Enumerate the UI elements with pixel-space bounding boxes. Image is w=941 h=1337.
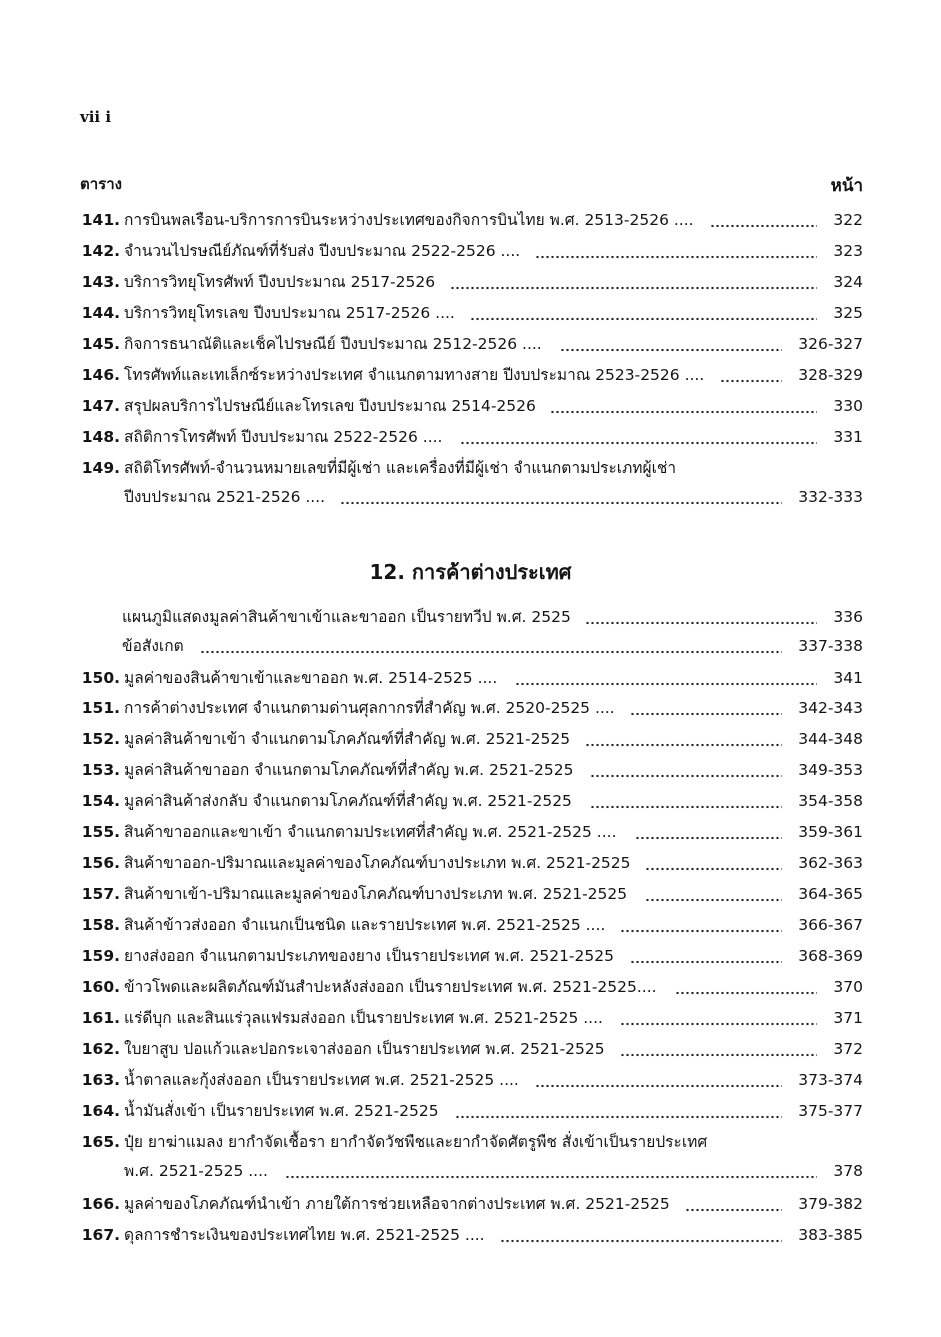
entry-title: สรุปผลบริการไปรษณีย์และโทรเลข ปีงบประมาณ 2514-2526 <box>124 397 536 415</box>
entry-number: 159. <box>81 947 120 965</box>
entry-page: 366-367 <box>798 916 863 934</box>
entry-number: 166. <box>81 1195 120 1213</box>
toc-entry <box>0 1225 941 1245</box>
dot-leader <box>620 915 782 935</box>
entry-number: 154. <box>81 792 120 810</box>
dot-leader <box>560 334 782 354</box>
entry-page: 354-358 <box>798 792 863 810</box>
dot-leader <box>645 884 782 904</box>
entry-title: มูลค่าของโภคภัณฑ์นำเข้า ภายใต้การช่วยเหลือจากต่างประเทศ พ.ศ. 2521-2525 <box>124 1195 670 1213</box>
dot-leader <box>535 241 817 261</box>
entry-page: 359-361 <box>798 823 863 841</box>
toc-entry <box>0 636 941 656</box>
entry-title: น้ำมันสั่งเข้า เป็นรายประเทศ พ.ศ. 2521-2525 <box>124 1102 439 1120</box>
entry-title: ใบยาสูบ ปอแก้วและปอกระเจาส่งออก เป็นรายประเทศ พ.ศ. 2521-2525 <box>124 1040 605 1058</box>
entry-title: มูลค่าสินค้าขาเข้า จำแนกตามโภคภัณฑ์ที่สำคัญ พ.ศ. 2521-2525 <box>124 730 571 748</box>
dot-leader <box>590 791 782 811</box>
entry-number: 155. <box>81 823 120 841</box>
entry-number: 146. <box>81 366 120 384</box>
entry-page: 371 <box>833 1009 863 1027</box>
toc-entry <box>0 365 941 385</box>
entry-page: 368-369 <box>798 947 863 965</box>
entry-number: 160. <box>81 978 120 996</box>
toc-entry <box>0 1039 941 1059</box>
entry-title-continued: พ.ศ. 2521-2525 .... <box>124 1162 268 1180</box>
dot-leader <box>585 729 782 749</box>
dot-leader <box>460 427 817 447</box>
dot-leader <box>720 365 782 385</box>
toc-entry <box>0 977 941 997</box>
entry-title: สินค้าขาเข้า-ปริมาณและมูลค่าของโภคภัณฑ์บางประเภท พ.ศ. 2521-2525 <box>124 885 628 903</box>
entry-page: 325 <box>833 304 863 322</box>
entry-number: 149. <box>81 459 120 477</box>
toc-entry <box>0 1101 941 1121</box>
toc-entry <box>0 427 941 447</box>
toc-entry <box>0 1070 941 1090</box>
dot-leader <box>620 1039 817 1059</box>
entry-page: 324 <box>833 273 863 291</box>
entry-title: สินค้าข้าวส่งออก จำแนกเป็นชนิด และรายประเทศ พ.ศ. 2521-2525 .... <box>124 916 606 934</box>
toc-entry <box>0 210 941 230</box>
toc-entry <box>0 1008 941 1028</box>
entry-title: ยางส่งออก จำแนกตามประเภทของยาง เป็นรายประเทศ พ.ศ. 2521-2525 <box>124 947 614 965</box>
entry-page: 375-377 <box>798 1102 863 1120</box>
entry-page: 332-333 <box>798 488 863 506</box>
dot-leader <box>590 760 782 780</box>
dot-leader <box>645 853 782 873</box>
entry-number: 153. <box>81 761 120 779</box>
dot-leader <box>500 1225 782 1245</box>
entry-number: 143. <box>81 273 120 291</box>
entry-title: จำนวนไปรษณีย์ภัณฑ์ที่รับส่ง ปีงบประมาณ 2522-2526 .... <box>124 242 521 260</box>
entry-title: มูลค่าของสินค้าขาเข้าและขาออก พ.ศ. 2514-2525 .... <box>124 669 498 687</box>
entry-title: แร่ดีบุก และสินแร่วุลแฟรมส่งออก เป็นรายประเทศ พ.ศ. 2521-2525 .... <box>124 1009 603 1027</box>
entry-title: มูลค่าสินค้าขาออก จำแนกตามโภคภัณฑ์ที่สำคัญ พ.ศ. 2521-2525 <box>124 761 574 779</box>
dot-leader <box>710 210 817 230</box>
toc-entry <box>0 760 941 780</box>
entry-number: 144. <box>81 304 120 322</box>
toc-entry <box>0 459 941 507</box>
dot-leader <box>535 1070 782 1090</box>
entry-number: 158. <box>81 916 120 934</box>
entry-page: 349-353 <box>798 761 863 779</box>
entry-number: 156. <box>81 854 120 872</box>
dot-leader <box>585 607 817 627</box>
entry-page: 364-365 <box>798 885 863 903</box>
entry-title: บริการวิทยุโทรเลข ปีงบประมาณ 2517-2526 .... <box>124 304 455 322</box>
entry-title: ข้อสังเกต <box>122 637 184 655</box>
dot-leader <box>635 822 782 842</box>
entry-number: 157. <box>81 885 120 903</box>
toc-entry <box>0 1194 941 1214</box>
toc-entry <box>0 241 941 261</box>
entry-page: 341 <box>833 669 863 687</box>
toc-entry <box>0 884 941 904</box>
entry-title: โทรศัพท์และเทเล็กซ์ระหว่างประเทศ จำแนกตามทางสาย ปีงบประมาณ 2523-2526 .... <box>124 366 705 384</box>
toc-entry <box>0 334 941 354</box>
toc-entry <box>0 1133 941 1181</box>
entry-number: 145. <box>81 335 120 353</box>
dot-leader <box>200 636 782 656</box>
dot-leader <box>340 487 782 507</box>
toc-entry <box>0 272 941 292</box>
page-number: vii i <box>80 108 112 126</box>
dot-leader <box>515 668 817 688</box>
dot-leader <box>630 698 782 718</box>
toc-entry <box>0 791 941 811</box>
entry-number: 147. <box>81 397 120 415</box>
entry-title: บริการวิทยุโทรศัพท์ ปีงบประมาณ 2517-2526 <box>124 273 436 291</box>
entry-page: 372 <box>833 1040 863 1058</box>
dot-leader <box>455 1101 782 1121</box>
entry-page: 362-363 <box>798 854 863 872</box>
entry-number: 167. <box>81 1226 120 1244</box>
dot-leader <box>285 1161 817 1181</box>
entry-page: 337-338 <box>798 637 863 655</box>
entry-title: ดุลการชำระเงินของประเทศไทย พ.ศ. 2521-2525 .... <box>124 1226 485 1244</box>
entry-page: 330 <box>833 397 863 415</box>
entry-number: 151. <box>81 699 120 717</box>
entry-title: แผนภูมิแสดงมูลค่าสินค้าขาเข้าและขาออก เป็นรายทวีป พ.ศ. 2525 <box>122 608 571 626</box>
entry-page: 336 <box>833 608 863 626</box>
entry-title: สินค้าขาออก-ปริมาณและมูลค่าของโภคภัณฑ์บางประเภท พ.ศ. 2521-2525 <box>124 854 631 872</box>
entry-title: สถิติโทรศัพท์-จำนวนหมายเลขที่มีผู้เช่า และเครื่องที่มีผู้เช่า จำแนกตามประเภทผู้เช่า <box>124 459 677 477</box>
entry-number: 161. <box>81 1009 120 1027</box>
entry-page: 378 <box>833 1162 863 1180</box>
entry-number: 148. <box>81 428 120 446</box>
toc-entry <box>0 946 941 966</box>
column-header-page: หน้า <box>830 176 863 196</box>
entry-title: น้ำตาลและกุ้งส่งออก เป็นรายประเทศ พ.ศ. 2521-2525 .... <box>124 1071 519 1089</box>
entry-page: 322 <box>833 211 863 229</box>
entry-title: มูลค่าสินค้าส่งกลับ จำแนกตามโภคภัณฑ์ที่สำคัญ พ.ศ. 2521-2525 <box>124 792 572 810</box>
entry-number: 163. <box>81 1071 120 1089</box>
entry-number: 141. <box>81 211 120 229</box>
entry-number: 164. <box>81 1102 120 1120</box>
dot-leader <box>550 396 817 416</box>
dot-leader <box>620 1008 817 1028</box>
dot-leader <box>685 1194 782 1214</box>
entry-title: การบินพลเรือน-บริการการบินระหว่างประเทศของกิจการบินไทย พ.ศ. 2513-2526 .... <box>124 211 694 229</box>
entry-title: ปุ๋ย ยาฆ่าแมลง ยากำจัดเชื้อรา ยากำจัดวัชพืชและยากำจัดศัตรูพืช สั่งเข้าเป็นรายประเทศ <box>124 1133 708 1151</box>
toc-entry <box>0 915 941 935</box>
toc-entry <box>0 668 941 688</box>
dot-leader <box>630 946 782 966</box>
entry-number: 152. <box>81 730 120 748</box>
entry-number: 165. <box>81 1133 120 1151</box>
dot-leader <box>450 272 817 292</box>
entry-page: 379-382 <box>798 1195 863 1213</box>
entry-page: 383-385 <box>798 1226 863 1244</box>
toc-entry <box>0 698 941 718</box>
entry-page: 370 <box>833 978 863 996</box>
entry-number: 150. <box>81 669 120 687</box>
dot-leader <box>675 977 817 997</box>
entry-number: 142. <box>81 242 120 260</box>
toc-entry <box>0 396 941 416</box>
entry-title: กิจการธนาณัติและเช็คไปรษณีย์ ปีงบประมาณ 2512-2526 .... <box>124 335 542 353</box>
entry-page: 344-348 <box>798 730 863 748</box>
entry-title: ข้าวโพดและผลิตภัณฑ์มันสำปะหลังส่งออก เป็นรายประเทศ พ.ศ. 2521-2525.... <box>124 978 657 996</box>
entry-page: 373-374 <box>798 1071 863 1089</box>
entry-page: 328-329 <box>798 366 863 384</box>
entry-page: 342-343 <box>798 699 863 717</box>
entry-title: การค้าต่างประเทศ จำแนกตามด่านศุลกากรที่สำคัญ พ.ศ. 2520-2525 .... <box>124 699 615 717</box>
toc-entry <box>0 729 941 749</box>
toc-entry <box>0 853 941 873</box>
dot-leader <box>470 303 817 323</box>
entry-page: 326-327 <box>798 335 863 353</box>
column-header-table: ตาราง <box>80 175 122 193</box>
entry-title: สินค้าขาออกและขาเข้า จำแนกตามประเทศที่สำคัญ พ.ศ. 2521-2525 .... <box>124 823 617 841</box>
toc-entry <box>0 303 941 323</box>
entry-title-continued: ปีงบประมาณ 2521-2526 .... <box>124 488 326 506</box>
entry-number: 162. <box>81 1040 120 1058</box>
entry-title: สถิติการโทรศัพท์ ปีงบประมาณ 2522-2526 .... <box>124 428 443 446</box>
toc-entry <box>0 607 941 627</box>
toc-entry <box>0 822 941 842</box>
entry-page: 323 <box>833 242 863 260</box>
section-heading: 12. การค้าต่างประเทศ <box>369 560 572 584</box>
entry-page: 331 <box>833 428 863 446</box>
